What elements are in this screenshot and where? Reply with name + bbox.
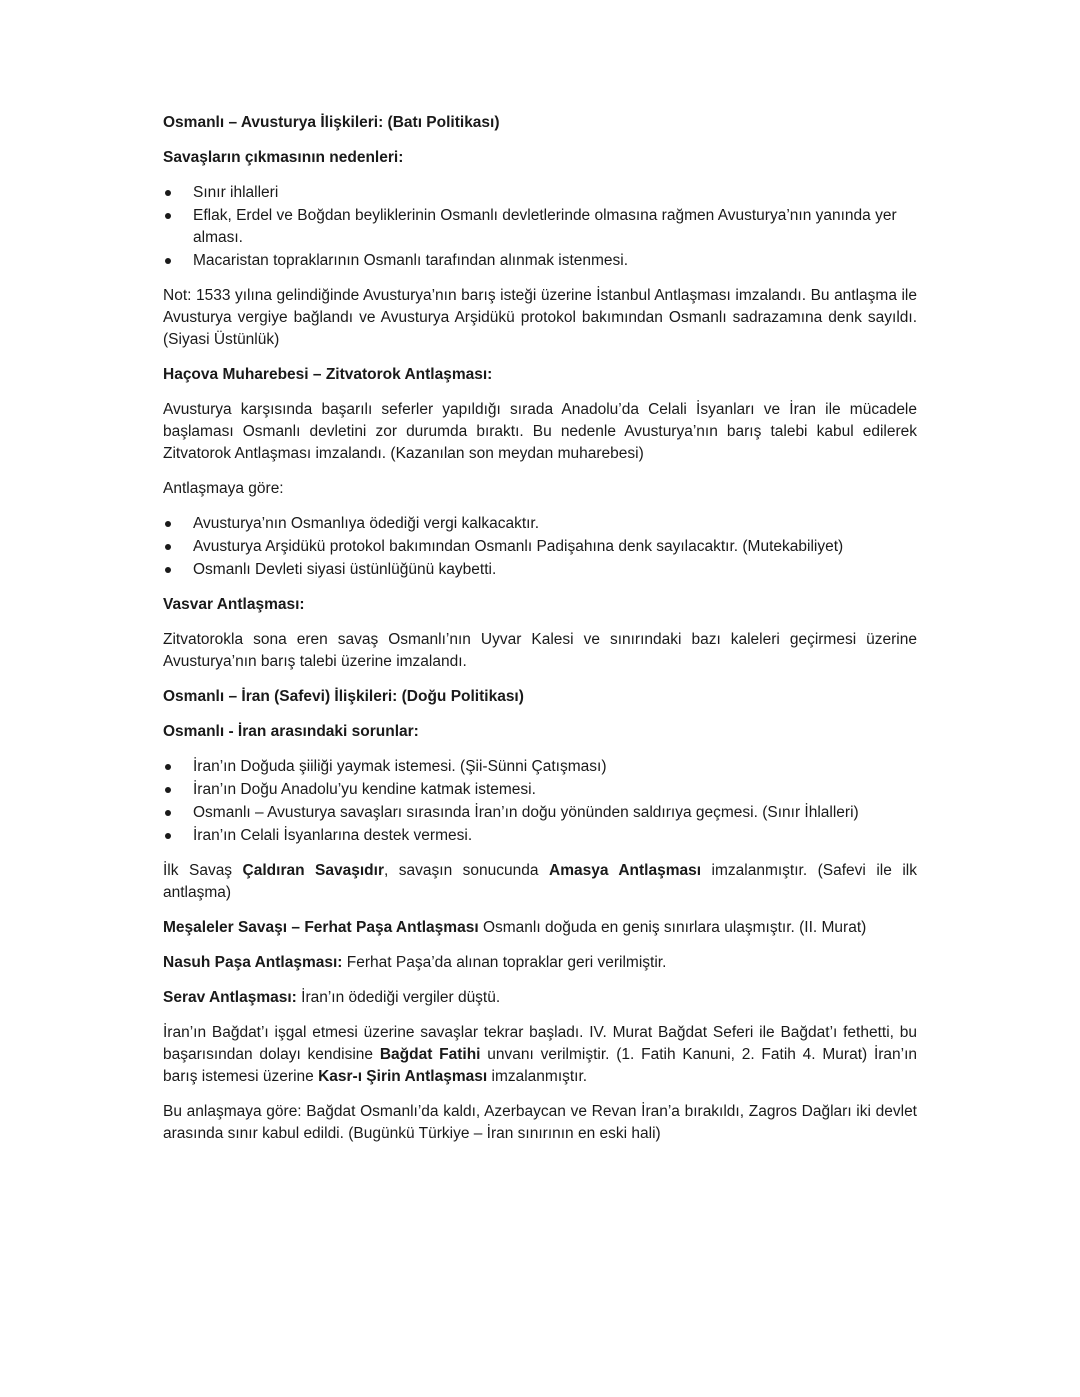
document-page <box>163 112 917 1158</box>
list-item: Sınır ihlalleri <box>163 182 917 204</box>
bullet-icon <box>165 764 171 770</box>
list-item: Macaristan topraklarının Osmanlı tarafından alınmak istenmesi. <box>163 250 917 272</box>
section-title-austria: Osmanlı – Avusturya İlişkileri: (Batı Politikası) <box>163 114 500 131</box>
bullet-icon <box>165 258 171 264</box>
list-item: İran’ın Doğu Anadolu’yu kendine katmak istemesi. <box>163 779 917 801</box>
hacova-paragraph: Avusturya karşısında başarılı seferler yapıldığı sırada Anadolu’da Celali İsyanları ve İran ile mücadele başlaması Osmanlı devletini zor durumda bıraktı. Bu nedenle Avusturya’nın barış talebi kabul edilerek Zitvatorok Antlaşması imzalandı. (Kazanılan son meydan muharebesi) <box>163 401 917 462</box>
treaty-intro: Antlaşmaya göre: <box>163 480 284 497</box>
iran-issues-list <box>163 756 917 847</box>
vasvar-paragraph: Zitvatorokla sona eren savaş Osmanlı’nın Uyvar Kalesi ve sınırındaki bazı kaleleri geçirmesi üzerine Avusturya’nın barış talebi üzerine imzalandı. <box>163 631 917 670</box>
final-paragraph: Bu anlaşmaya göre: Bağdat Osmanlı’da kaldı, Azerbaycan ve Revan İran’a bırakıldı, Zagros Dağları iki devlet arasında sınır kabul edildi. (Bugünkü Türkiye – İran sınırının en eski hali) <box>163 1103 917 1142</box>
nasuh-pasa-paragraph: Nasuh Paşa Antlaşması: Ferhat Paşa’da alınan topraklar geri verilmiştir. <box>163 954 667 971</box>
list-item: Avusturya’nın Osmanlıya ödediği vergi kalkacaktır. <box>163 513 917 535</box>
section-title-vasvar: Vasvar Antlaşması: <box>163 596 305 613</box>
bullet-icon <box>165 213 171 219</box>
list-item: Osmanlı – Avusturya savaşları sırasında İran’ın doğu yönünden saldırıya geçmesi. (Sınır İhlalleri) <box>163 802 917 824</box>
bagdat-paragraph: İran’ın Bağdat’ı işgal etmesi üzerine savaşlar tekrar başladı. IV. Murat Bağdat Seferi ile Bağdat’ı fethetti, bu başarısından dolayı kendisine Bağdat Fatihi unvanı verilmiştir. (1. Fatih Kanuni, 2. Fatih 4. Murat) İran’ın barış istemesi üzerine Kasr-ı Şirin Antlaşması imzalanmıştır. <box>163 1024 918 1085</box>
section-subtitle-iran-issues: Osmanlı - İran arasındaki sorunlar: <box>163 723 419 740</box>
section-subtitle-war-causes: Savaşların çıkmasının nedenleri: <box>163 149 404 166</box>
serav-paragraph: Serav Antlaşması: İran’ın ödediği vergiler düştü. <box>163 989 501 1006</box>
caldiran-paragraph: İlk Savaş Çaldıran Savaşıdır, savaşın sonucunda Amasya Antlaşması imzalanmıştır. (Safevi ile ilk antlaşma) <box>163 862 917 901</box>
bullet-icon <box>165 544 171 550</box>
list-item: Eflak, Erdel ve Boğdan beyliklerinin Osmanlı devletlerinde olmasına rağmen Avusturya’nın yanında yer alması. <box>163 205 917 249</box>
note-paragraph: Not: 1533 yılına gelindiğinde Avusturya’nın barış isteği üzerine İstanbul Antlaşması imzalandı. Bu antlaşma ile Avusturya vergiye bağlandı ve Avusturya Arşidükü protokol bakımından Osmanlı sadrazamına denk sayıldı. (Siyasi Üstünlük) <box>163 287 917 348</box>
bullet-icon <box>165 190 171 196</box>
list-item: Avusturya Arşidükü protokol bakımından Osmanlı Padişahına denk sayılacaktır. (Mutekabiliyet) <box>163 536 917 558</box>
list-item: İran’ın Celali İsyanlarına destek vermesi. <box>163 825 917 847</box>
section-title-hacova: Haçova Muharebesi – Zitvatorok Antlaşması: <box>163 366 493 383</box>
bullet-icon <box>165 787 171 793</box>
bullet-icon <box>165 810 171 816</box>
mesaleler-paragraph: Meşaleler Savaşı – Ferhat Paşa Antlaşması Osmanlı doğuda en geniş sınırlara ulaşmıştır. (II. Murat) <box>163 919 867 936</box>
list-item: İran’ın Doğuda şiiliği yaymak istemesi. (Şii-Sünni Çatışması) <box>163 756 917 778</box>
bullet-icon <box>165 833 171 839</box>
section-title-iran: Osmanlı – İran (Safevi) İlişkileri: (Doğu Politikası) <box>163 688 524 705</box>
list-item: Osmanlı Devleti siyasi üstünlüğünü kaybetti. <box>163 559 917 581</box>
bullet-icon <box>165 567 171 573</box>
bullet-icon <box>165 521 171 527</box>
treaty-terms-list <box>163 513 917 581</box>
war-causes-list <box>163 182 917 272</box>
